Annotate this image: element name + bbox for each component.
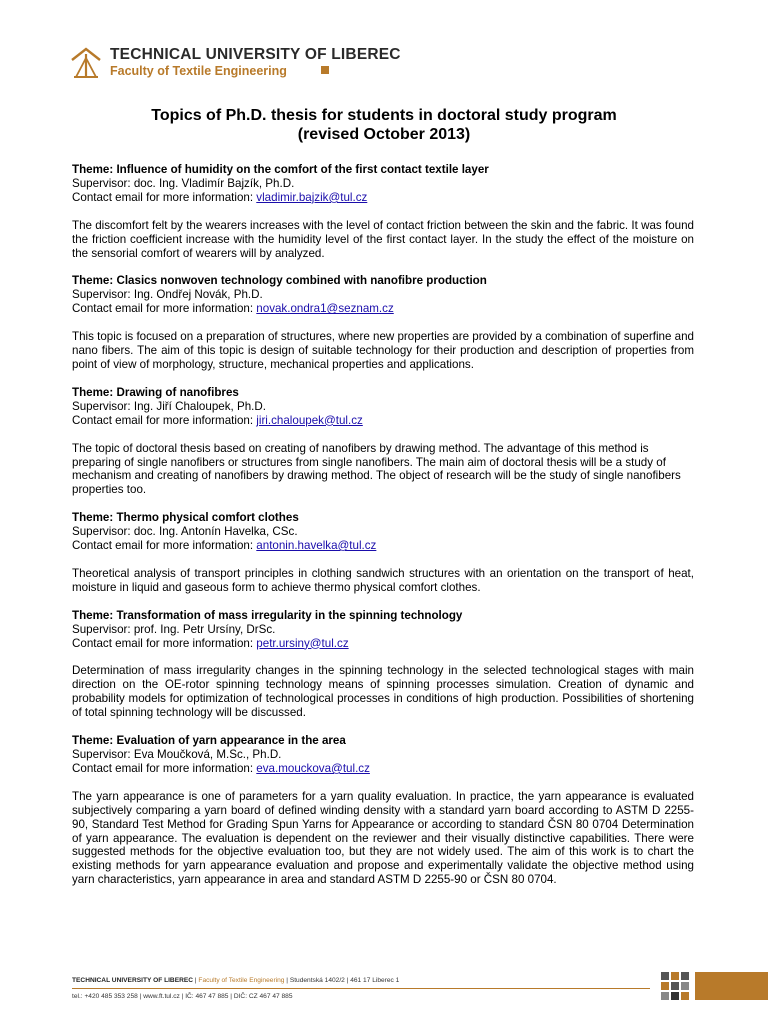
theme-supervisor: Supervisor: Eva Moučková, M.Sc., Ph.D. [72,748,282,761]
theme-supervisor: Supervisor: doc. Ing. Vladimír Bajzík, Ph.D. [72,176,295,190]
theme-description: Theoretical analysis of transport principles in clothing sandwich structures with an orientation on the transport of heat, moisture in liquid and gaseous form to achieve thermo physical comfort clothes. [72,566,694,594]
contact-label: Contact email for more information: [72,413,257,427]
theme-2 [72,274,694,371]
footer-grid-logo-icon [661,972,689,1000]
university-name: TECHNICAL UNIVERSITY OF LIBEREC [110,46,401,63]
theme-supervisor: Supervisor: Ing. Jiří Chaloupek, Ph.D. [72,399,266,413]
theme-supervisor: Supervisor: Ing. Ondřej Novák, Ph.D. [72,288,263,302]
theme-supervisor: Supervisor: doc. Ing. Antonín Havelka, CSc. [72,525,298,539]
document-subtitle: (revised October 2013) [297,126,471,143]
footer-university: TECHNICAL UNIVERSITY OF LIBEREC [72,977,194,984]
footer-faculty: Faculty of Textile Engineering [198,977,285,984]
contact-label: Contact email for more information: [72,636,257,650]
theme-supervisor: Supervisor: prof. Ing. Petr Ursíny, DrSc. [72,622,276,636]
contact-email-link[interactable]: petr.ursiny@tul.cz [256,636,349,650]
theme-title: Theme: Influence of humidity on the comfort of the first contact textile layer [72,163,489,176]
footer-divider [72,988,650,989]
footer-contact: tel.: +420 485 353 258 | www.ft.tul.cz | IČ: 467 47 885 | DIČ: CZ 467 47 885 [72,993,293,1000]
contact-email-link[interactable]: novak.ondra1@seznam.cz [256,302,394,316]
theme-1 [72,163,694,260]
theme-description: This topic is focused on a preparation of structures, where new properties are provided by a combination of superfine and nano fibers. The aim of this topic is design of suitable technology for their production and description of properties from point of view of morphology, structure, mechanical properties and applications. [72,330,694,371]
theme-description: The discomfort felt by the wearers increases with the level of contact friction between the skin and the fabric. It was found the friction coefficient increase with the humidity level of the first contact layer. In the study the effect of the moisture on the sensorial comfort of wearers will by analyzed. [72,218,694,260]
themes-list [72,163,694,901]
footer-address: Studentská 1402/2 | 461 17 Liberec 1 [289,977,400,984]
theme-description: The topic of doctoral thesis based on creating of nanofibers by drawing method. The advantage of this method is preparing of single nanofibers or structures from single nanofibers. The main aim of doctoral thesis will be a study of mechanism and creating of nanofibers by drawing method. The object of research will be the study of single nanofibers properties too. [72,441,681,497]
letterhead [70,44,700,84]
theme-title: Theme: Evaluation of yarn appearance in the area [72,734,346,748]
document-title: Topics of Ph.D. thesis for students in doctoral study program [151,107,617,124]
theme-description: The yarn appearance is one of parameters for a yarn quality evaluation. In practice, the yarn appearance is evaluated subjectively comparing a yarn board of defined winding density with a standard yarn board according to ASTM D 2255-90, Standard Test Method for Grading Spun Yarns for Appearance or according to standard ČSN 80 0704 Determination of yarn appearance. The evaluation is dependent on the reviewer and their visually distinctive capabilities. There were suggested methods for the objective evaluation too, but they are not widely used. The aim of this work is to chart the existing methods for yarn appearance evaluation and propose and experimentally validate the objective method using yarn characteristics, yarn appearance in area and standard ASTM D 2255-90 or ČSN 80 0704. [72,789,694,887]
theme-description: Determination of mass irregularity changes in the spinning technology in the selected technological stages with main direction on the OE-rotor spinning technology means of spinning processes simulation. Creation of dynamic and probability models for optimization of technological processes in conditions of high production. Possibilities of shortening of total spinning technology will be discussed. [72,664,694,720]
contact-label: Contact email for more information: [72,761,257,775]
faculty-name: Faculty of Textile Engineering [110,64,287,78]
theme-3 [72,386,694,497]
contact-label: Contact email for more information: [72,302,257,316]
contact-email-link[interactable]: eva.mouckova@tul.cz [256,761,370,775]
footer-brand-bar [695,972,768,1000]
theme-title: Theme: Thermo physical comfort clothes [72,511,299,525]
university-logo-icon [70,46,102,80]
contact-email-link[interactable]: antonin.havelka@tul.cz [256,539,377,553]
contact-email-link[interactable]: jiri.chaloupek@tul.cz [256,413,363,427]
theme-6 [72,734,694,887]
theme-title: Theme: Drawing of nanofibres [72,385,239,399]
contact-email-link[interactable]: vladimir.bajzik@tul.cz [256,190,368,204]
contact-label: Contact email for more information: [72,190,257,204]
brand-square-icon [321,66,329,74]
footer-address-line: TECHNICAL UNIVERSITY OF LIBEREC | Faculty of Textile Engineering | Studentská 1402/2 | 461 17 Liberec 1 [72,977,400,984]
contact-label: Contact email for more information: [72,539,257,553]
theme-4 [72,511,694,595]
theme-5 [72,609,694,720]
theme-title: Theme: Transformation of mass irregularity in the spinning technology [72,608,463,622]
theme-title: Theme: Clasics nonwoven technology combined with nanofibre production [72,274,487,288]
